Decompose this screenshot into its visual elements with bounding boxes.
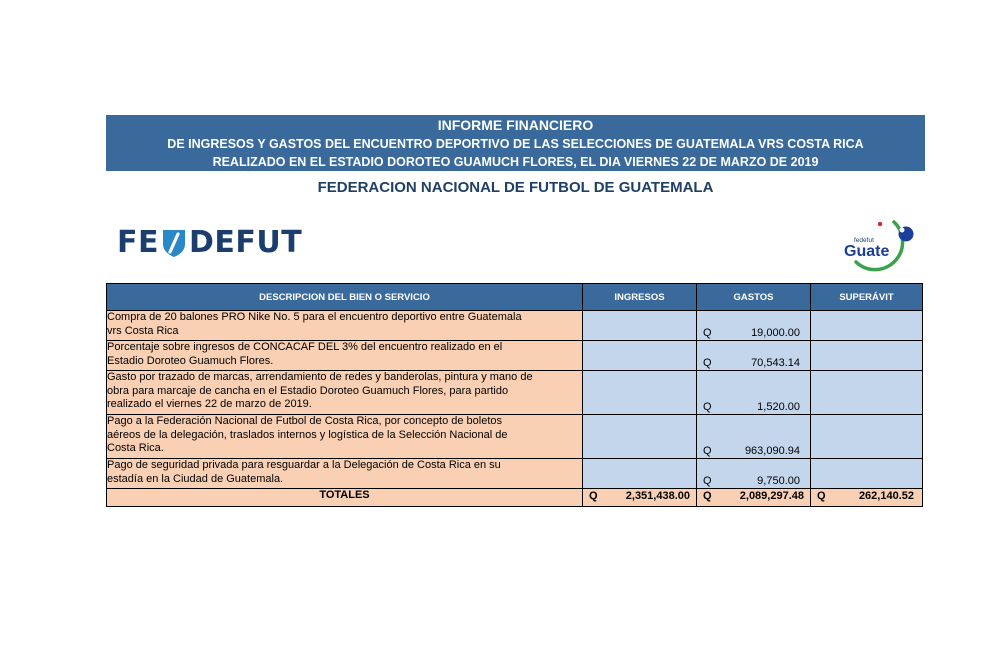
totals-label: TOTALES (107, 489, 583, 507)
logo-text-defut: DEFUT (189, 225, 303, 260)
row-description: Pago de seguridad privada para resguardar a la Delegación de Costa Rica en su estadía en la Ciudad de Guatemala. (107, 459, 583, 489)
row-superavit (811, 311, 923, 341)
row-description: Compra de 20 balones PRO Nike No. 5 para el encuentro deportivo entre Guatemala vrs Costa Rica (107, 311, 583, 341)
row-description: Porcentaje sobre ingresos de CONCACAF DEL 3% del encuentro realizado en el Estadio Doroteo Guamuch Flores. (107, 341, 583, 371)
column-header-superavit: SUPERÁVIT (811, 284, 923, 311)
shield-icon (161, 228, 187, 258)
row-ingresos (583, 371, 697, 415)
report-subtitle-line-2: REALIZADO EN EL ESTADIO DOROTEO GUAMUCH FLORES, EL DIA VIERNES 22 DE MARZO DE 2019 (212, 155, 819, 169)
row-superavit (811, 459, 923, 489)
fedefut-guate-logo (836, 216, 922, 272)
logo-text-fe: FE (117, 225, 159, 260)
report-title: INFORME FINANCIERO (437, 117, 594, 133)
total-gastos: Q 2,089,297.48 (697, 489, 811, 507)
fedefut-logo (117, 226, 302, 260)
column-header-description: DESCRIPCION DEL BIEN O SERVICIO (107, 284, 583, 311)
row-ingresos (583, 311, 697, 341)
table-header-row (107, 284, 923, 311)
row-ingresos (583, 459, 697, 489)
table-row (107, 341, 923, 371)
table-row (107, 371, 923, 415)
row-gastos: Q 1,520.00 (697, 371, 811, 415)
totals-row (107, 489, 923, 507)
column-header-ingresos: INGRESOS (583, 284, 697, 311)
financial-table (106, 283, 923, 507)
table-row (107, 415, 923, 459)
organization-name: FEDERACION NACIONAL DE FUTBOL DE GUATEMALA (317, 179, 714, 196)
table-row (107, 459, 923, 489)
total-ingresos: Q 2,351,438.00 (583, 489, 697, 507)
report-subtitle-line-1: DE INGRESOS Y GASTOS DEL ENCUENTRO DEPORTIVO DE LAS SELECCIONES DE GUATEMALA VRS COSTA RICA (167, 137, 864, 151)
row-gastos: Q 963,090.94 (697, 415, 811, 459)
row-gastos: Q 70,543.14 (697, 341, 811, 371)
column-header-gastos: GASTOS (697, 284, 811, 311)
row-ingresos (583, 415, 697, 459)
row-superavit (811, 415, 923, 459)
row-gastos: Q 9,750.00 (697, 459, 811, 489)
total-superavit: Q 262,140.52 (811, 489, 923, 507)
row-description: Gasto por trazado de marcas, arrendamiento de redes y banderolas, pintura y mano de obra para marcaje de cancha en el Estadio Doroteo Guamuch Flores, para partido realizado el viernes 22 de marzo de 2019. (107, 371, 583, 415)
svg-text:Guate: Guate (844, 243, 890, 260)
row-description: Pago a la Federación Nacional de Futbol de Costa Rica, por concepto de boletos aéreos de la delegación, traslados internos y logística de la Selección Nacional de Costa Rica. (107, 415, 583, 459)
row-ingresos (583, 341, 697, 371)
table-row (107, 311, 923, 341)
row-superavit (811, 371, 923, 415)
row-gastos: Q 19,000.00 (697, 311, 811, 341)
report-header-banner (106, 115, 925, 171)
row-superavit (811, 341, 923, 371)
svg-text:fedefut: fedefut (854, 237, 874, 244)
